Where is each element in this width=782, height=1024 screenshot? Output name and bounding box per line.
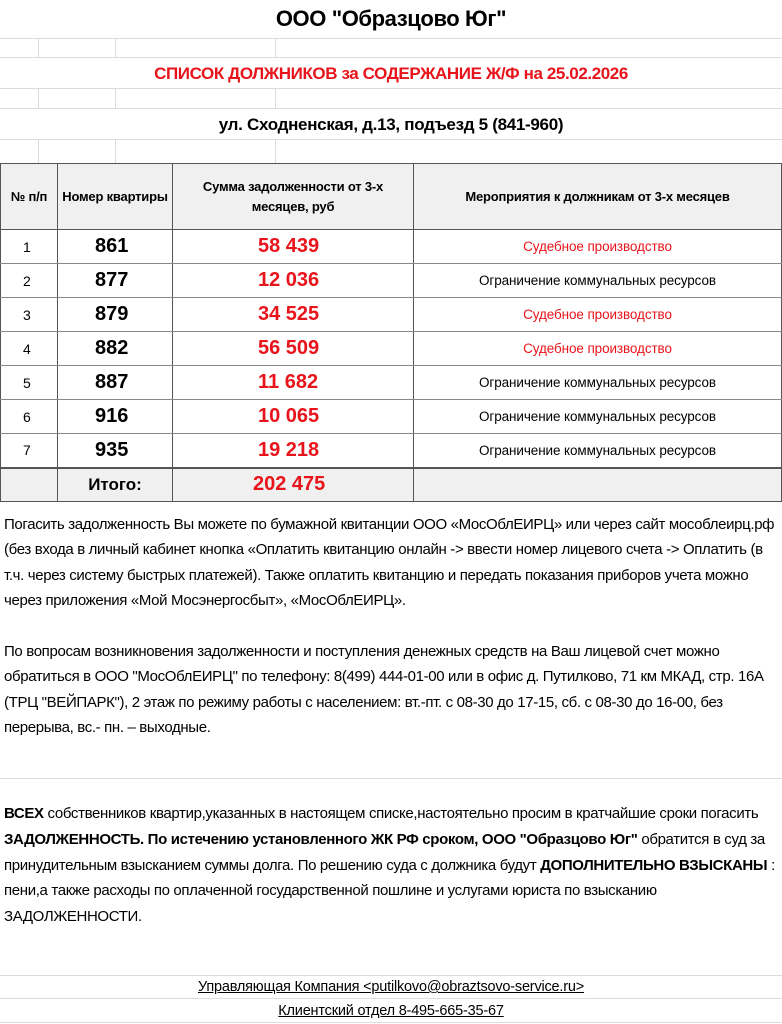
debt-measure: Судебное производство	[414, 298, 782, 332]
warning-text: : пени,а также расходы по оплаченной государственной пошлине и услугами юриста по взысканию ЗАДОЛЖЕННОСТИ.	[4, 856, 775, 926]
table-row	[1, 264, 782, 298]
apartment-number: 887	[58, 366, 173, 400]
row-number: 6	[1, 400, 58, 434]
apartment-number: 935	[58, 434, 173, 468]
gridline	[0, 1022, 782, 1023]
warning-bold-text: ВСЕХ	[4, 805, 44, 822]
table-row	[1, 230, 782, 264]
gridline	[0, 38, 782, 39]
gridline	[38, 38, 39, 57]
address: ул. Сходненская, д.13, подъезд 5 (841-960)	[218, 115, 564, 134]
company-title: ООО "Образцово Юг"	[275, 6, 507, 31]
total-value: 202 475	[173, 468, 414, 502]
client-department-phone: Клиентский отдел 8-495-665-35-67	[278, 1003, 504, 1019]
debt-sum: 12 036	[173, 264, 414, 298]
table-row	[1, 298, 782, 332]
apartment-number: 879	[58, 298, 173, 332]
total-empty-cell	[1, 468, 58, 502]
debt-measure: Ограничение коммунальных ресурсов	[414, 366, 782, 400]
gridline	[38, 88, 39, 108]
row-number: 2	[1, 264, 58, 298]
gridline	[0, 975, 782, 976]
debtors-list-title: СПИСОК ДОЛЖНИКОВ за СОДЕРЖАНИЕ Ж/Ф на 25.02.2026	[154, 64, 628, 83]
gridline	[0, 778, 782, 779]
warning-paragraph	[4, 801, 780, 930]
warning-bold-text: ДОПОЛНИТЕЛЬНО ВЗЫСКАНЫ	[540, 856, 768, 874]
debt-sum: 11 682	[173, 366, 414, 400]
column-header-debt-sum: Сумма задолженности от 3-х месяцев, руб	[173, 164, 414, 230]
gridline	[0, 108, 782, 109]
row-number: 3	[1, 298, 58, 332]
gridline	[115, 139, 116, 163]
table-row	[1, 366, 782, 400]
debt-sum: 56 509	[173, 332, 414, 366]
gridline	[275, 139, 276, 163]
gridline	[0, 139, 782, 140]
column-header-apartment: Номер квартиры	[58, 164, 173, 230]
gridline	[0, 998, 782, 999]
total-row	[1, 468, 782, 502]
contacts-info-paragraph: По вопросам возникновения задолженности и поступления денежных средств на Ваш лицевой счет можно обратиться в ООО "МосОблЕИРЦ" по телефону: 8(499) 444-01-00 или в офис д. Путилково, 71 км МКАД, стр. 16А (ТРЦ "ВЕЙПАРК"), 2 этаж по режиму работы с населением: вт.-пт. с 08-30 до 17-15, сб. с 08-30 до 16-00, без перерыва, вс.- пн. – выходные.	[4, 643, 764, 737]
debt-measure: Судебное производство	[414, 332, 782, 366]
gridline	[275, 38, 276, 57]
apartment-number: 861	[58, 230, 173, 264]
debt-measure: Судебное производство	[414, 230, 782, 264]
debt-sum: 19 218	[173, 434, 414, 468]
table-header-row	[1, 164, 782, 230]
warning-text: собственников квартир,указанных в настоящем списке,настоятельно просим в кратчайшие сроки погасить	[43, 805, 759, 822]
row-number: 1	[1, 230, 58, 264]
payment-info-paragraph: Погасить задолженность Вы можете по бумажной квитанции ООО «МосОблЕИРЦ» или через сайт мособлеирц.рф (без входа в личный кабинет кнопка «Оплатить квитанцию онлайн -> ввести номер лицевого счета -> Оплатить (в т.ч. через систему быстрых платежей). Также оплатить квитанцию и передать показания приборов учета можно через приложения «Мой Мосэнергосбыт», «МосОблЕИРЦ».	[4, 516, 775, 610]
debt-sum: 34 525	[173, 298, 414, 332]
gridline	[38, 139, 39, 163]
warning-bold-text: ЗАДОЛЖЕННОСТЬ. По истечению установленного ЖК РФ сроком, ООО "Образцово Юг"	[4, 830, 638, 848]
debt-sum: 10 065	[173, 400, 414, 434]
row-number: 5	[1, 366, 58, 400]
gridline	[0, 88, 782, 89]
warning-text: обратится в суд за принудительным взысканием суммы долга. По решению суда с должника будут	[4, 830, 765, 874]
apartment-number: 877	[58, 264, 173, 298]
total-label: Итого:	[58, 468, 173, 502]
gridline	[115, 88, 116, 108]
apartment-number: 916	[58, 400, 173, 434]
row-number: 7	[1, 434, 58, 468]
column-header-measures: Мероприятия к должникам от 3-х месяцев	[414, 164, 782, 230]
gridline	[0, 57, 782, 58]
gridline	[275, 88, 276, 108]
debt-measure: Ограничение коммунальных ресурсов	[414, 434, 782, 468]
management-company-email-link[interactable]: Управляющая Компания <putilkovo@obraztsovo-service.ru>	[197, 979, 585, 995]
total-empty-cell	[414, 468, 782, 502]
column-header-number: № п/п	[1, 164, 58, 230]
apartment-number: 882	[58, 332, 173, 366]
debtors-table	[0, 163, 782, 502]
table-row	[1, 332, 782, 366]
row-number: 4	[1, 332, 58, 366]
table-row	[1, 434, 782, 468]
table-row	[1, 400, 782, 434]
debt-measure: Ограничение коммунальных ресурсов	[414, 400, 782, 434]
debt-measure: Ограничение коммунальных ресурсов	[414, 264, 782, 298]
gridline	[115, 38, 116, 57]
debt-sum: 58 439	[173, 230, 414, 264]
